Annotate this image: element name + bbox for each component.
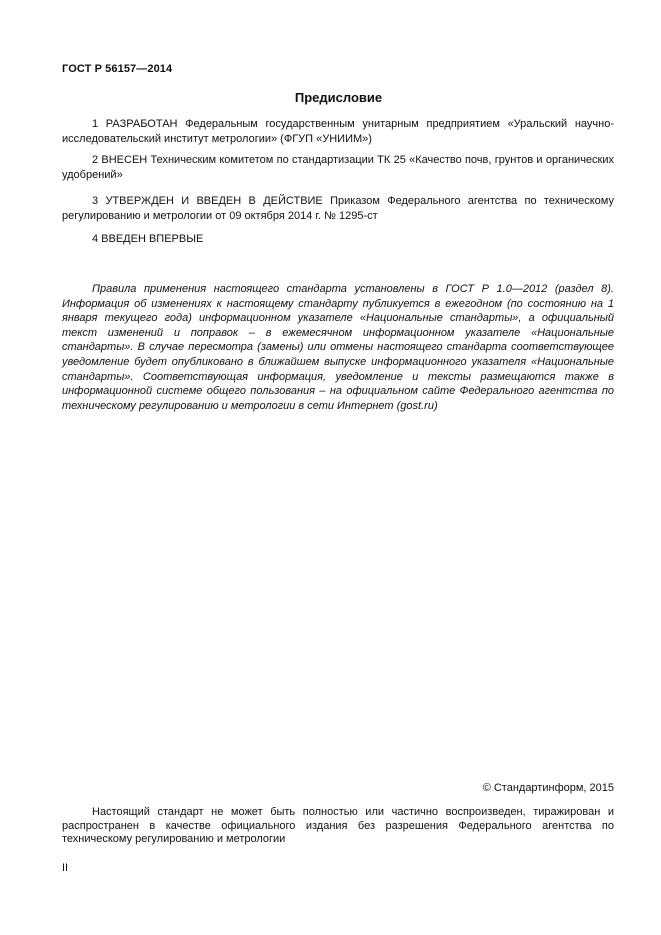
paragraph-approved: 3 УТВЕРЖДЕН И ВВЕДЕН В ДЕЙСТВИЕ Приказом Федерального агентства по техническому регулированию и метрологии от 09 октября 2014 г. № 1295-ст — [62, 195, 614, 222]
section-title: Предисловие — [294, 90, 383, 105]
reprint-restriction-notice: Настоящий стандарт не может быть полностью или частично воспроизведен, тиражирован и распространен в качестве официального издания без разрешения Федерального агентства по техническому регулированию и метрологии — [62, 806, 614, 845]
document-code: ГОСТ Р 56157—2014 — [62, 63, 173, 75]
copyright-notice: © Стандартинформ, 2015 — [482, 782, 614, 794]
usage-rules-note: Правила применения настоящего стандарта установлены в ГОСТ Р 1.0—2012 (раздел 8). Информация об изменениях к настоящему стандарту публикуется в ежегодном (по состоянию на 1 января текущего года) информационном указателе «Национальные стандарты», а официальный текст изменений и поправок – в ежемесячном информационном указателе «Национальные стандарты». В случае пересмотра (замены) или отмены настоящего стандарта соответствующее уведомление будет опубликовано в ближайшем выпуске информационного указателя «Национальные стандарты». Соответствующая информация, уведомление и тексты размещаются также в информационной системе общего пользования – на официальном сайте Федерального агентства по техническому регулированию и метрологии в сети Интернет (gost.ru) — [62, 283, 614, 412]
paragraph-introduced: 4 ВВЕДЕН ВПЕРВЫЕ — [92, 233, 204, 245]
page-number: II — [62, 862, 69, 874]
paragraph-submitted-by: 2 ВНЕСЕН Техническим комитетом по стандартизации ТК 25 «Качество почв, грунтов и органических удобрений» — [62, 154, 614, 181]
paragraph-developed-by: 1 РАЗРАБОТАН Федеральным государственным унитарным предприятием «Уральский научно-исследовательский институт метрологии» (ФГУП «УНИИМ») — [62, 118, 614, 145]
